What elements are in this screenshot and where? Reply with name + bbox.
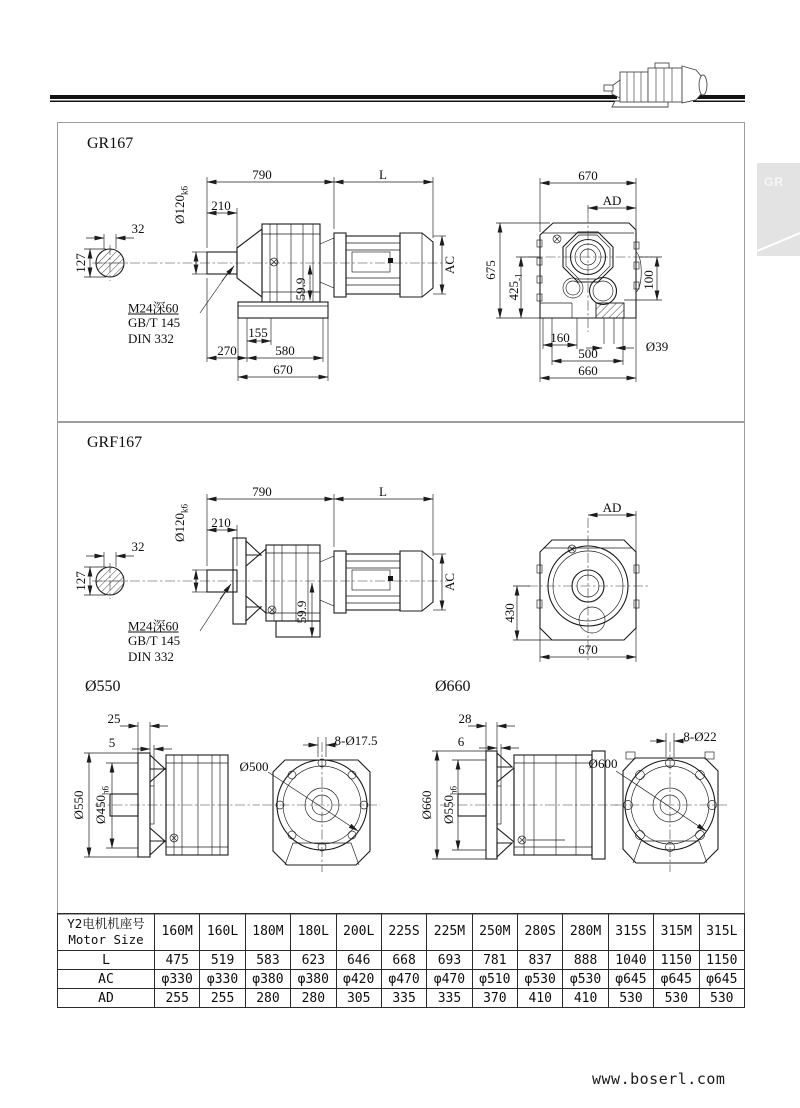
gr167-dim-670-bottom: 670 <box>273 362 293 377</box>
grf167-note-m24: M24深60 <box>128 618 179 634</box>
gr167-rear-dim-39: Ø39 <box>645 339 669 354</box>
dimension-value: 370 <box>472 989 517 1008</box>
dimension-value: φ530 <box>518 970 563 989</box>
dimension-value: 646 <box>336 951 381 970</box>
f660-dim-6: 6 <box>457 734 465 749</box>
f550-dim-500: Ø500 <box>239 759 269 774</box>
dimension-value: 530 <box>654 989 699 1008</box>
motor-size-column: 280S <box>518 914 563 951</box>
grf167-dim-shaft-dia: $Ø120_{k6}$ <box>172 504 190 542</box>
motor-size-column: 180L <box>291 914 336 951</box>
dimension-value: 410 <box>518 989 563 1008</box>
grf167-dim-127: 127 <box>73 571 88 591</box>
grf167-dim-AC: AC <box>442 572 457 592</box>
motor-size-column: 180M <box>245 914 290 951</box>
grf167-dim-32: 32 <box>131 539 145 554</box>
dimension-value: 1040 <box>608 951 653 970</box>
f660-dim-660: Ø660 <box>419 790 434 820</box>
motor-size-label-en: Motor Size <box>68 932 144 947</box>
dimension-value: 1150 <box>699 951 745 970</box>
f660-dim-600: Ø600 <box>588 756 618 771</box>
gr167-rear-dim-675: 675 <box>483 260 498 280</box>
dimension-value: 583 <box>245 951 290 970</box>
dimension-value: 305 <box>336 989 381 1008</box>
motor-size-column: 315L <box>699 914 745 951</box>
dimension-value: φ420 <box>336 970 381 989</box>
dimension-value: 335 <box>381 989 426 1008</box>
dimension-value: 530 <box>699 989 745 1008</box>
dimension-value: 410 <box>563 989 608 1008</box>
gr167-rear-dim-160: 160 <box>550 330 570 345</box>
gr167-dim-59-9: 59.9 <box>293 277 308 301</box>
gr167-rear-dim-100: 100 <box>641 270 656 290</box>
f550-dim-25: 25 <box>107 711 121 726</box>
dimension-value: φ645 <box>699 970 745 989</box>
row-label: L <box>58 951 155 970</box>
f550-dim-550: Ø550 <box>71 790 86 820</box>
gr167-rear-dim-500: 500 <box>578 346 598 361</box>
dimension-value: 1150 <box>654 951 699 970</box>
motor-size-column: 315S <box>608 914 653 951</box>
grf167-rear-dim-430: 430 <box>502 603 517 623</box>
f660-dim-550h6: $Ø550_{h6}$ <box>441 786 459 824</box>
gr167-dim-210: 210 <box>211 198 231 213</box>
dimension-value: 519 <box>200 951 245 970</box>
dimension-value: 668 <box>381 951 426 970</box>
motor-size-column: 200L <box>336 914 381 951</box>
gr167-dim-270: 270 <box>217 343 237 358</box>
dimension-value: φ380 <box>245 970 290 989</box>
grf167-note-gbt: GB/T 145 <box>128 633 181 648</box>
f660-dim-holes: 8-Ø22 <box>683 729 717 744</box>
dimension-value: φ510 <box>472 970 517 989</box>
motor-size-column: 315M <box>654 914 699 951</box>
gr167-dim-790: 790 <box>252 167 272 182</box>
dimension-value: 255 <box>200 989 245 1008</box>
motor-size-column: 225M <box>427 914 472 951</box>
gr167-rear-dim-670: 670 <box>578 168 598 183</box>
dimension-value: 837 <box>518 951 563 970</box>
dimension-value: φ530 <box>563 970 608 989</box>
f550-dim-holes: 8-Ø17.5 <box>334 733 378 748</box>
dimension-value: 781 <box>472 951 517 970</box>
dimension-value: φ470 <box>427 970 472 989</box>
grf167-title: GRF167 <box>87 434 143 451</box>
gr167-title: GR167 <box>87 135 134 152</box>
motor-size-column: 250M <box>472 914 517 951</box>
gr167-note-gbt: GB/T 145 <box>128 315 181 330</box>
website-url: www.boserl.com <box>592 1070 726 1088</box>
gr167-note-m24: M24深60 <box>128 300 179 316</box>
grf167-rear-dim-670: 670 <box>578 642 598 657</box>
row-label: AC <box>58 970 155 989</box>
motor-size-column: 160L <box>200 914 245 951</box>
f660-dim-28: 28 <box>458 711 472 726</box>
gr167-dim-127: 127 <box>73 253 88 273</box>
dimension-value: 530 <box>608 989 653 1008</box>
gr167-dim-AC: AC <box>442 255 457 275</box>
dimension-value: 335 <box>427 989 472 1008</box>
dimension-value: 888 <box>563 951 608 970</box>
motor-size-column: 225S <box>381 914 426 951</box>
gr167-rear-dim-AD: AD <box>602 193 622 208</box>
dimension-value: φ330 <box>200 970 245 989</box>
row-label: AD <box>58 989 155 1008</box>
gr167-rear-dim-660: 660 <box>578 363 598 378</box>
dimension-value: φ645 <box>654 970 699 989</box>
dimension-value: φ380 <box>291 970 336 989</box>
grf167-dim-790: 790 <box>252 484 272 499</box>
grf167-dim-L: L <box>379 484 387 499</box>
dimension-value: 280 <box>291 989 336 1008</box>
f550-dim-450: $Ø450_{h6}$ <box>93 786 111 824</box>
gr167-dim-L: L <box>379 167 387 182</box>
gr167-dim-shaft-dia: $Ø120_{k6}$ <box>172 186 190 224</box>
gr167-rear-dim-425: $425_{-1}$ <box>506 273 524 301</box>
gr167-note-din: DIN 332 <box>128 331 174 346</box>
dimension-value: 280 <box>245 989 290 1008</box>
f550-dim-5: 5 <box>108 735 116 750</box>
gr-series-tab-label: GR <box>764 175 784 189</box>
dimension-value: 693 <box>427 951 472 970</box>
dimension-value: φ330 <box>155 970 200 989</box>
flange660-title: Ø660 <box>435 678 471 695</box>
flange550-title: Ø550 <box>85 678 121 695</box>
dimension-value: φ470 <box>381 970 426 989</box>
motor-size-column: 280M <box>563 914 608 951</box>
grf167-dim-59-9: 59.9 <box>294 600 309 624</box>
dimension-value: φ645 <box>608 970 653 989</box>
motor-size-column: 160M <box>155 914 200 951</box>
dimension-value: 255 <box>155 989 200 1008</box>
gr167-dim-155: 155 <box>248 325 268 340</box>
dimension-value: 475 <box>155 951 200 970</box>
motor-size-label-cn: Y2电机机座号 <box>67 916 145 932</box>
grf167-dim-210: 210 <box>211 515 231 530</box>
dimension-value: 623 <box>291 951 336 970</box>
gr167-dim-580: 580 <box>275 343 295 358</box>
grf167-rear-dim-AD: AD <box>602 500 622 515</box>
grf167-note-din: DIN 332 <box>128 649 174 664</box>
gr167-dim-32: 32 <box>131 221 145 236</box>
